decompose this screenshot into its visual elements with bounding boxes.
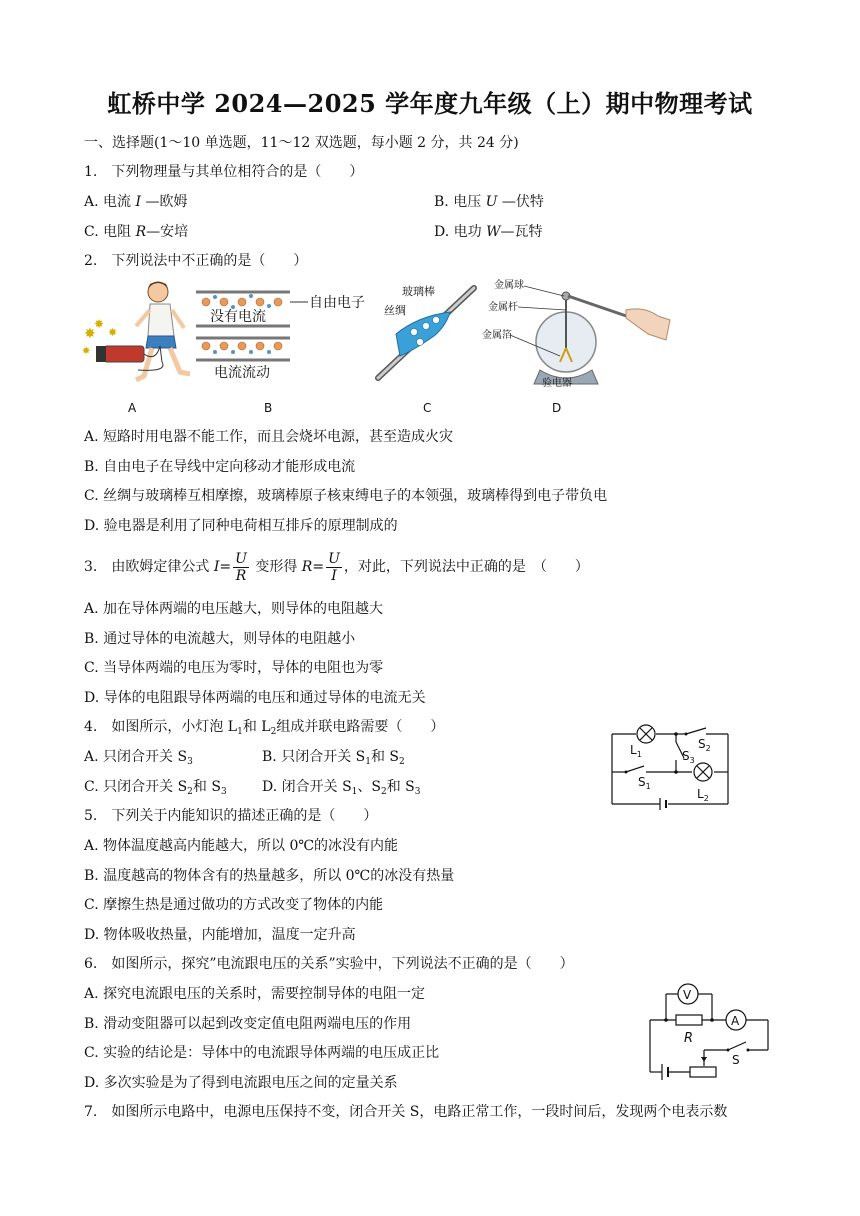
q2-figure — [78, 276, 678, 420]
q4-option-c: C. 只闭合开关 $S_2$和 $S_3$ — [84, 779, 227, 797]
q4-option-b: B. 只闭合开关 $S_1$和 $S_2$ — [262, 749, 405, 767]
label-resistor: R — [684, 1031, 694, 1046]
figure-label-a: A — [128, 401, 137, 415]
label-metal-foil: 金属箔 — [482, 330, 512, 341]
formula-ohm-law: $\frac{U}{R}$ — [235, 550, 247, 584]
svg-text:✸: ✸ — [82, 346, 91, 357]
label-glass-rod: 玻璃棒 — [402, 285, 435, 298]
label-voltmeter: V — [683, 988, 692, 1002]
label-s3: $S_3$ — [682, 749, 695, 765]
q3-option-c: C. 当导体两端的电压为零时，导体的电阻也为零 — [84, 660, 384, 676]
q4-circuit-diagram — [604, 718, 734, 814]
label-no-current: 没有电流 — [210, 309, 266, 325]
q4-option-d: D. 闭合开关 $S_1$、$S_2$和 $S_3$ — [262, 779, 421, 797]
label-silk: 丝绸 — [384, 304, 406, 317]
figure-label-d: D — [552, 401, 562, 415]
exam-title: 虹桥中学 2024—2025 学年度九年级（上）期中物理考试 — [107, 89, 753, 118]
label-free-electron: 自由电子 — [309, 295, 365, 311]
label-electroscope: 验电器 — [542, 378, 572, 389]
q2-option-d: D. 验电器是利用了同种电荷相互排斥的原理制成的 — [84, 518, 398, 534]
label-l1: $L_1$ — [630, 743, 642, 759]
label-metal-ball: 金属球 — [494, 280, 524, 291]
figure-label-b: B — [264, 401, 273, 415]
q3-option-b: B. 通过导体的电流越大，则导体的电阻越小 — [84, 631, 356, 647]
q1-option-b: B. 电压 U —伏特 — [434, 194, 544, 210]
label-l2: $L_2$ — [697, 787, 709, 803]
figure-label-c: C — [423, 401, 432, 415]
q1-option-d: D. 电功 W—瓦特 — [434, 224, 543, 240]
q3-option-a: A. 加在导体两端的电压越大，则导体的电阻越大 — [84, 601, 384, 617]
label-s1: $S_1$ — [638, 775, 651, 791]
q6-option-a: A. 探究电流跟电压的关系时，需要控制导体的电阻一定 — [84, 986, 426, 1002]
short-circuit-illustration — [82, 282, 190, 380]
q5-option-b: B. 温度越高的物体含有的热量越多，所以 0℃的冰没有热量 — [84, 868, 455, 884]
q2-option-b: B. 自由电子在导线中定向移动才能形成电流 — [84, 459, 356, 475]
section-heading: 一、选择题(1～10 单选题，11～12 双选题，每小题 2 分，共 24 分) — [84, 135, 519, 151]
q2-option-c: C. 丝绸与玻璃棒互相摩擦，玻璃棒原子核束缚电子的本领强，玻璃棒得到电子带负电 — [84, 488, 608, 504]
q6-option-b: B. 滑动变阻器可以起到改变定值电阻两端电压的作用 — [84, 1016, 412, 1032]
q1-option-c: C. 电阻 R—安培 — [84, 224, 189, 240]
label-s2: $S_2$ — [698, 737, 711, 753]
q5-option-a: A. 物体温度越高内能越大，所以 0℃的冰没有内能 — [84, 838, 399, 854]
question-4-stem: 4. 如图所示，小灯泡 $L_1$和 $L_2$组成并联电路需要（ ） — [84, 719, 445, 737]
formula-resistance: $\frac{U}{I}$ — [328, 550, 340, 584]
label-ammeter: A — [731, 1014, 740, 1028]
q4-option-a: A. 只闭合开关 $S_3$ — [84, 749, 193, 767]
question-6-stem: 6. 如图所示，探究”电流跟电压的关系”实验中，下列说法不正确的是（ ） — [84, 956, 574, 972]
electron-flow-illustration — [196, 292, 365, 381]
question-3-stem: 3. 由欧姆定律公式 I= $\frac{U}{R}$ 变形得 R= $\frac{U}{I}$ ，对此，下列说法中正确的是 （ ） — [84, 550, 589, 584]
label-metal-rod: 金属杆 — [488, 302, 518, 313]
q6-option-c: C. 实验的结论是：导体中的电流跟导体两端的电压成正比 — [84, 1045, 440, 1061]
glass-rod-illustration — [378, 284, 474, 378]
question-2-stem: 2. 下列说法中不正确的是（ ） — [84, 253, 308, 269]
q5-option-c: C. 摩擦生热是通过做功的方式改变了物体的内能 — [84, 897, 384, 913]
label-switch: S — [732, 1053, 740, 1067]
q2-option-a: A. 短路时用电器不能工作，而且会烧坏电源，甚至造成火灾 — [84, 429, 454, 445]
question-5-stem: 5. 下列关于内能知识的描述正确的是（ ） — [84, 808, 378, 824]
label-current-flow: 电流流动 — [214, 365, 270, 381]
svg-text:✸: ✸ — [94, 317, 105, 331]
q1-option-a: A. 电流 I —欧姆 — [84, 194, 188, 210]
electroscope-illustration — [482, 278, 670, 389]
svg-text:✸: ✸ — [84, 326, 96, 342]
q6-circuit-diagram — [644, 980, 776, 1084]
svg-text:✸: ✸ — [108, 326, 118, 339]
question-7-stem: 7. 如图所示电路中，电源电压保持不变，闭合开关 S，电路正常工作，一段时间后，发现两个电表示数 — [84, 1104, 728, 1120]
q3-option-d: D. 导体的电阻跟导体两端的电压和通过导体的电流无关 — [84, 690, 426, 706]
q5-option-d: D. 物体吸收热量，内能增加，温度一定升高 — [84, 927, 356, 943]
q6-option-d: D. 多次实验是为了得到电流跟电压之间的定量关系 — [84, 1075, 398, 1091]
question-1-stem: 1. 下列物理量与其单位相符合的是（ ） — [84, 164, 364, 180]
